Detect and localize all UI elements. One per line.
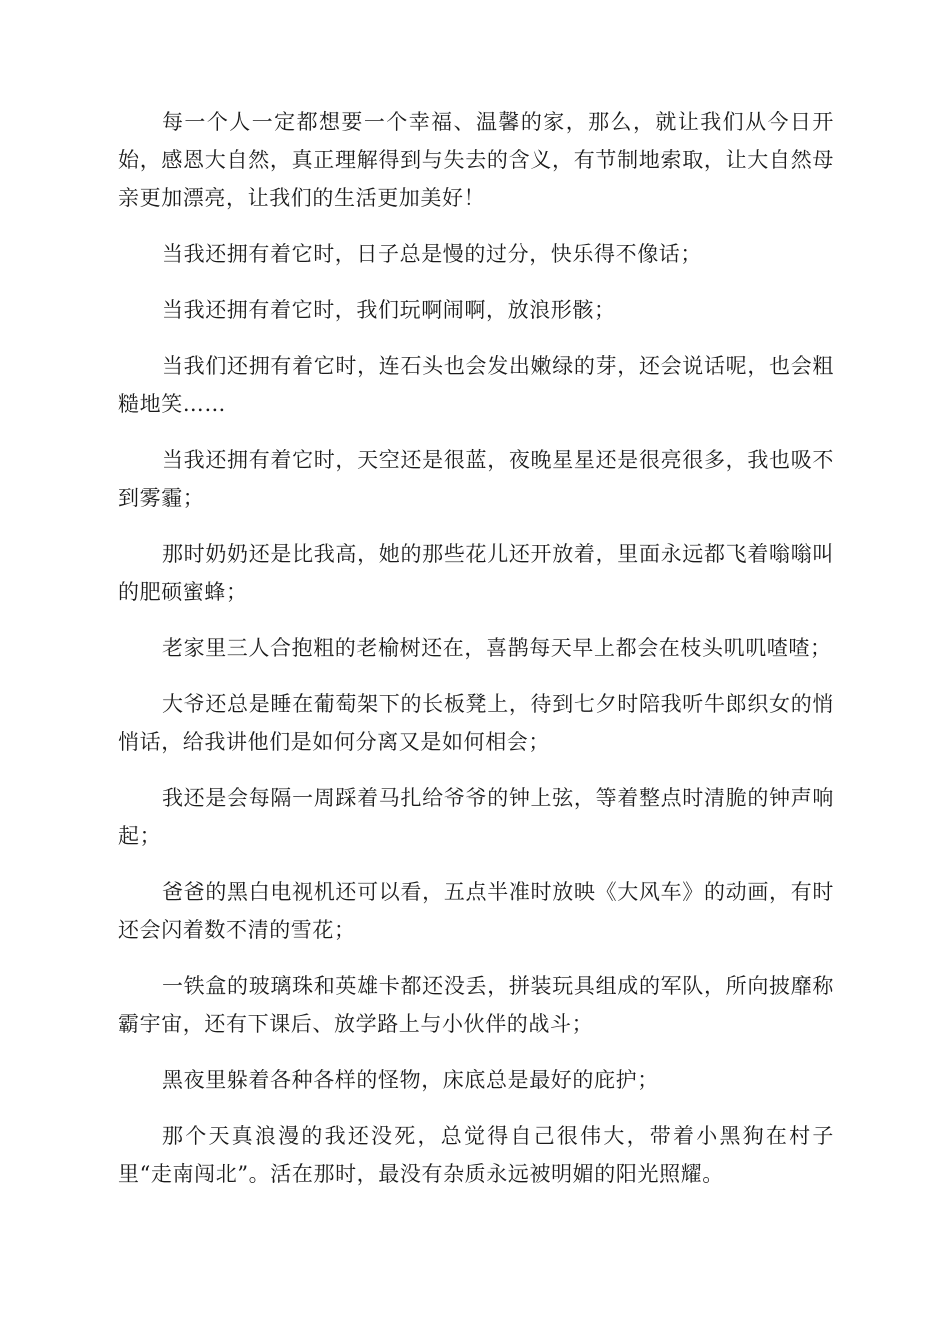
paragraph: 那时奶奶还是比我高，她的那些花儿还开放着，里面永远都飞着嗡嗡叫的肥硕蜜蜂； bbox=[118, 542, 834, 604]
paragraph: 当我还拥有着它时，我们玩啊闹啊，放浪形骸； bbox=[162, 298, 616, 322]
paragraph: 那个天真浪漫的我还没死，总觉得自己很伟大，带着小黑狗在村子里“走南闯北”。活在那时，最没有杂质永远被明媚的阳光照耀。 bbox=[118, 1124, 834, 1186]
document-body bbox=[118, 103, 834, 1211]
paragraph: 当我们还拥有着它时，连石头也会发出嫩绿的芽，还会说话呢，也会粗糙地笑…… bbox=[118, 354, 834, 416]
paragraph: 大爷还总是睡在葡萄架下的长板凳上，待到七夕时陪我听牛郎织女的悄悄话，给我讲他们是如何分离又是如何相会； bbox=[118, 692, 834, 754]
paragraph: 黑夜里躲着各种各样的怪物，床底总是最好的庇护； bbox=[162, 1068, 659, 1092]
paragraph: 老家里三人合抱粗的老榆树还在，喜鹊每天早上都会在枝头叽叽喳喳； bbox=[162, 636, 832, 660]
paragraph: 爸爸的黑白电视机还可以看，五点半准时放映《大风车》的动画，有时还会闪着数不清的雪花； bbox=[118, 880, 834, 942]
paragraph: 我还是会每隔一周踩着马扎给爷爷的钟上弦，等着整点时清脆的钟声响起； bbox=[118, 786, 834, 848]
paragraph: 每一个人一定都想要一个幸福、温馨的家，那么，就让我们从今日开始，感恩大自然，真正理解得到与失去的含义，有节制地索取，让大自然母亲更加漂亮，让我们的生活更加美好！ bbox=[118, 110, 834, 210]
paragraph: 当我还拥有着它时，天空还是很蓝，夜晚星星还是很亮很多，我也吸不到雾霾； bbox=[118, 448, 834, 510]
paragraph: 当我还拥有着它时，日子总是慢的过分，快乐得不像话； bbox=[162, 242, 702, 266]
paragraph: 一铁盒的玻璃珠和英雄卡都还没丢，拼装玩具组成的军队，所向披靡称霸宇宙，还有下课后、放学路上与小伙伴的战斗； bbox=[118, 974, 834, 1036]
